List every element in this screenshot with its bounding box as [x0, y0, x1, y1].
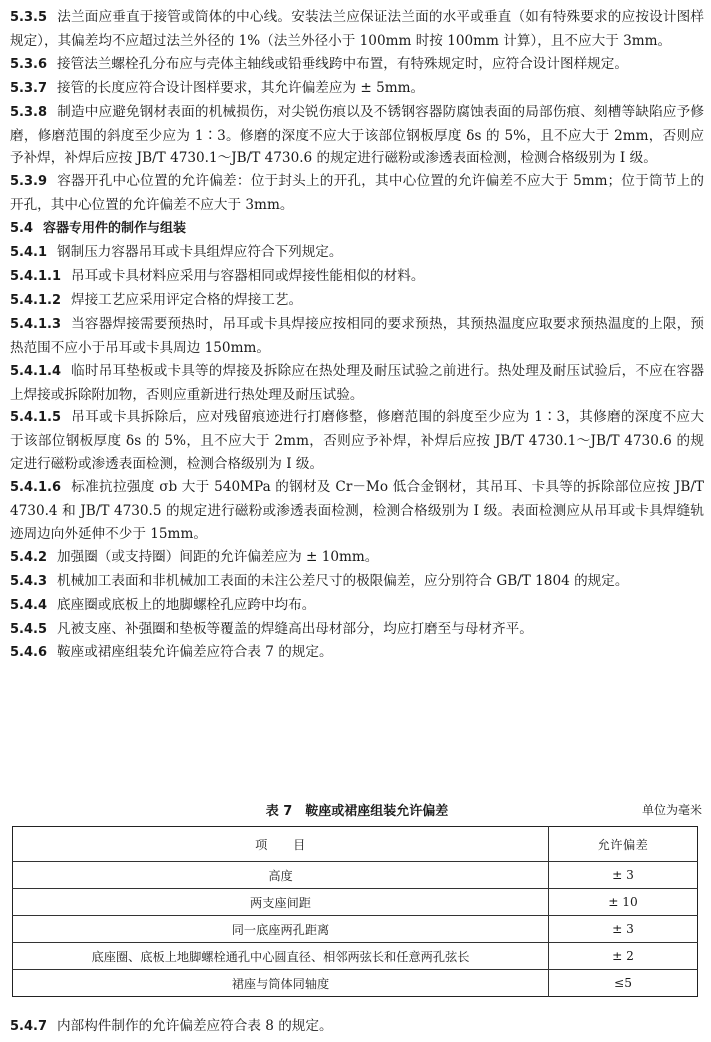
- clause-number: 5.3.6: [10, 56, 48, 72]
- clause-number: 5.3.9: [10, 174, 48, 190]
- clause-number: 5.4.4: [10, 597, 48, 613]
- clause-text: 接管的长度应符合设计图样要求，其允许偏差应为 ± 5mm。: [57, 79, 425, 96]
- clause: [10, 546, 704, 570]
- clause-text: 接管法兰螺栓孔分布应与壳体主轴线或铅垂线跨中布置，有特殊规定时，应符合设计图样规定。: [57, 55, 628, 72]
- clause-text: 吊耳或卡具拆除后，应对残留痕迹进行打磨修整，修磨范围的斜度至少应为 1∶3，其修磨的深度不应大于该部位钢板厚度 δs 的 5%，且不应大于 2mm，否则应予补焊，补焊后应按 JB/T 4730.1～JB/T 4730.6 的规定进行磁粉或渗透表面检测，检测合格级别为 Ⅰ 级。: [10, 409, 704, 473]
- table-cell-tolerance: ± 3: [549, 916, 698, 943]
- clause: [10, 570, 704, 594]
- clause-number: 5.4.1.5: [10, 410, 61, 426]
- table-body: [13, 862, 698, 997]
- section-heading-title: 容器专用件的制作与组装: [43, 221, 187, 237]
- table-cell-tolerance: ± 2: [549, 943, 698, 970]
- clause-number: 5.4.1: [10, 245, 48, 261]
- clause: [10, 53, 704, 77]
- table-row: [13, 943, 698, 970]
- clause-number: 5.4.1.1: [10, 268, 61, 284]
- table-caption: [10, 800, 704, 820]
- table-row: [13, 889, 698, 916]
- table-title: 表 7 鞍座或裙座组装允许偏差: [265, 804, 449, 819]
- clause: [10, 289, 704, 313]
- clause: [10, 360, 704, 407]
- clause: [10, 77, 704, 101]
- table-cell-item: 两支座间距: [13, 889, 549, 916]
- clause-text: 标准抗拉强度 σb 大于 540MPa 的钢材及 Cr－Mo 低合金钢材，其吊耳、卡具等的拆除部位应按 JB/T 4730.4 和 JB/T 4730.5 的规定进行磁粉或渗透表面检测，检测合格级别为 Ⅰ 级。表面检测应从吊耳或卡具焊缝轨迹周边向外延伸不少于 15mm。: [10, 479, 704, 542]
- clause-number: 5.4.1.2: [10, 292, 61, 308]
- table-cell-item: 同一底座两孔距离: [13, 916, 549, 943]
- clause: [10, 101, 704, 171]
- clause-number: 5.4.3: [10, 573, 48, 589]
- clause-list: [10, 6, 704, 665]
- clause-text: 机械加工表面和非机械加工表面的未注公差尺寸的极限偏差，应分别符合 GB/T 1804 的规定。: [57, 572, 629, 589]
- clause-text: 临时吊耳垫板或卡具等的焊接及拆除应在热处理及耐压试验之前进行。热处理及耐压试验后，不应在容器上焊接或拆除附加物，否则应重新进行热处理及耐压试验。: [10, 362, 704, 403]
- table-cell-item: 底座圈、底板上地脚螺栓通孔中心圆直径、相邻两弦长和任意两孔弦长: [13, 943, 549, 970]
- clause: [10, 406, 704, 476]
- clause-number: 5.3.8: [10, 104, 48, 120]
- clause-text: 吊耳或卡具材料应采用与容器相同或焊接性能相似的材料。: [71, 267, 425, 284]
- clause: [10, 618, 704, 642]
- table-row: [13, 970, 698, 997]
- clause-text: 容器开孔中心位置的允许偏差：位于封头上的开孔，其中心位置的允许偏差不应大于 5mm；位于筒节上的开孔，其中心位置的允许偏差不应大于 3mm。: [10, 173, 704, 214]
- clause-number: 5.4.7: [10, 1019, 48, 1034]
- clause: [10, 476, 704, 546]
- table-row: [13, 862, 698, 889]
- section-heading: [10, 217, 704, 241]
- column-header-tolerance: 允许偏差: [549, 827, 698, 862]
- clause-text: 钢制压力容器吊耳或卡具组焊应符合下列规定。: [57, 244, 343, 261]
- clause-number: 5.4.5: [10, 621, 48, 637]
- clause-number: 5.4.1.4: [10, 363, 61, 379]
- tolerance-table: [12, 826, 698, 997]
- clause-text: 底座圈或底板上的地脚螺栓孔应跨中均布。: [57, 596, 316, 613]
- clause-text: 凡被支座、补强圈和垫板等覆盖的焊缝高出母材部分，均应打磨至与母材齐平。: [57, 620, 533, 637]
- clause-text: 法兰面应垂直于接管或筒体的中心线。安装法兰应保证法兰面的水平或垂直（如有特殊要求的应按设计图样规定），其偏差均不应超过法兰外径的 1%（法兰外径小于 100mm 时按 100mm 计算），且不应大于 3mm。: [10, 9, 704, 49]
- table-unit-note: 单位为毫米: [641, 803, 702, 817]
- clause-text: 内部构件制作的允许偏差应符合表 8 的规定。: [57, 1018, 333, 1034]
- table-cell-tolerance: ≤5: [549, 970, 698, 997]
- clause-text: 制造中应避免钢材表面的机械损伤，对尖锐伤痕以及不锈钢容器防腐蚀表面的局部伤痕、刻槽等缺陷应予修磨，修磨范围的斜度至少应为 1∶3。修磨的深度不应大于该部位钢板厚度 δs 的 5%，且不应大于 2mm，否则应予补焊，补焊后应按 JB/T 4730.1～JB/T 4730.6 的规定进行磁粉或渗透表面检测，检测合格级别为 Ⅰ 级。: [10, 103, 704, 167]
- clause: [10, 6, 704, 53]
- table-cell-tolerance: ± 3: [549, 862, 698, 889]
- clause-number: 5.4.2: [10, 549, 48, 565]
- table-cell-tolerance: ± 10: [549, 889, 698, 916]
- table-cell-item: 裙座与筒体同轴度: [13, 970, 549, 997]
- clause-number: 5.4: [10, 221, 34, 237]
- clause: [10, 641, 704, 665]
- table-cell-item: 高度: [13, 862, 549, 889]
- clause-5-4-7: [10, 1015, 704, 1039]
- clause: [10, 594, 704, 618]
- clause-number: 5.4.6: [10, 645, 48, 661]
- column-header-item: 项 目: [13, 827, 549, 862]
- clause-text: 焊接工艺应采用评定合格的焊接工艺。: [71, 291, 303, 308]
- table-row: [13, 916, 698, 943]
- table-header-row: [13, 827, 698, 862]
- clause: [10, 313, 704, 360]
- clause: [10, 170, 704, 217]
- clause-number: 5.4.1.6: [10, 480, 61, 496]
- clause: [10, 265, 704, 289]
- clause-text: 当容器焊接需要预热时，吊耳或卡具焊接应按相同的要求预热，其预热温度应取要求预热温度的上限，预热范围不应小于吊耳或卡具周边 150mm。: [10, 315, 704, 356]
- clause-text: 鞍座或裙座组装允许偏差应符合表 7 的规定。: [57, 644, 333, 661]
- clause-number: 5.3.5: [10, 10, 48, 25]
- clause-number: 5.4.1.3: [10, 316, 61, 332]
- clause-number: 5.3.7: [10, 80, 48, 96]
- clause: [10, 241, 704, 265]
- clause-text: 加强圈（或支持圈）间距的允许偏差应为 ± 10mm。: [57, 548, 379, 565]
